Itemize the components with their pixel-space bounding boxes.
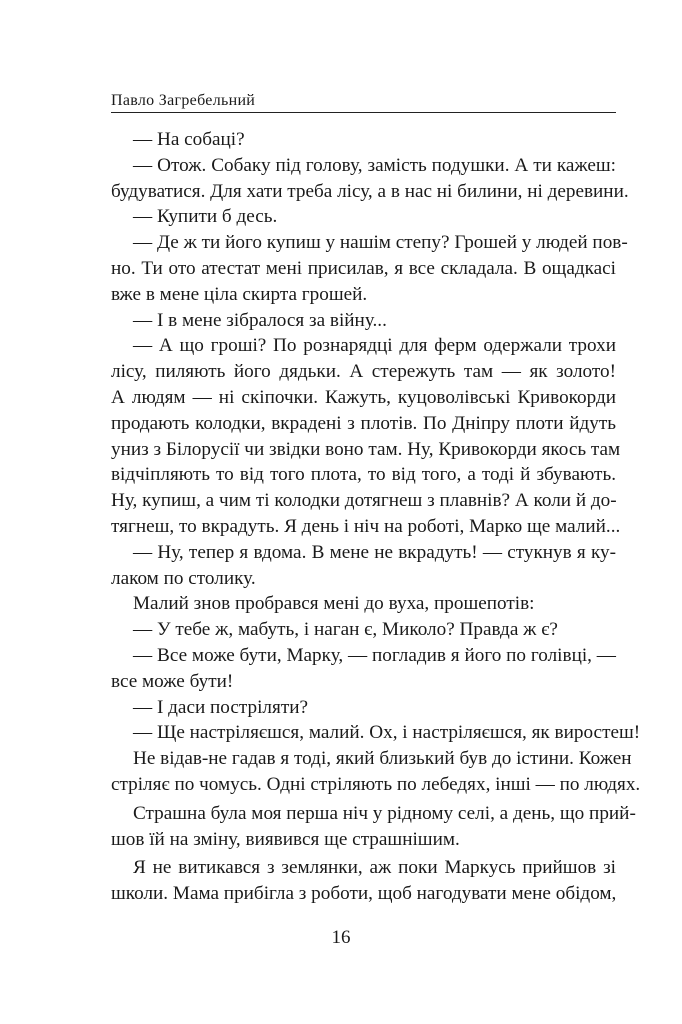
text-line: стріляє по чомусь. Одні стріляють по лебедях, інші — по людях. <box>111 773 641 795</box>
text-line: шов їй на зміну, виявився ще страшнішим. <box>111 828 460 850</box>
text-line: тягнеш, то вкрадуть. Я день і ніч на роботі, Марко ще малий... <box>111 515 621 537</box>
header-rule <box>111 112 616 113</box>
body-text <box>111 127 641 907</box>
text-line: униз з Білорусії чи звідки воно там. Ну, Кривокорди якось там <box>111 438 621 460</box>
text-line: Я не витикався з землянки, аж поки Маркусь прийшов зі <box>133 857 616 879</box>
running-head: Павло Загребельний <box>111 92 256 109</box>
text-line: лаком по столику. <box>111 567 256 589</box>
text-line: — А що гроші? По рознарядці для ферм одержали трохи <box>133 335 616 357</box>
text-line: Ну, купиш, а чим ті колодки дотягнеш з плавнів? А коли й до- <box>111 490 617 512</box>
text-line: Малий знов пробрався мені до вуха, прошепотів: <box>133 593 535 615</box>
text-line: — Купити б десь. <box>133 206 278 228</box>
text-line: Не відав-не гадав я тоді, який близький був до істини. Кожен <box>133 748 632 770</box>
text-line: — Ну, тепер я вдома. В мене не вкрадуть! — стукнув я ку- <box>133 541 616 563</box>
text-line: А людям — ні скіпочки. Кажуть, куцоволівські Кривокорди <box>111 386 616 408</box>
text-line: лісу, пиляють його дядьки. А стережуть там — як золото! <box>111 361 616 383</box>
page-number: 16 <box>331 927 351 948</box>
text-line: — І в мене зібралося за війну... <box>133 309 387 331</box>
text-line: — На собаці? <box>133 129 245 150</box>
text-line: все може бути! <box>111 670 234 692</box>
text-line: Страшна була моя перша ніч у рідному селі, а день, що прий- <box>133 802 636 824</box>
text-line: — І даси постріляти? <box>133 696 309 718</box>
text-line: продають колодки, вкрадені з плотів. По Дніпру плоти йдуть <box>111 412 616 434</box>
text-line: — Все може бути, Марку, — погладив я його по голівці, — <box>133 644 616 666</box>
text-line: школи. Мама прибігла з роботи, щоб нагодувати мене обідом, <box>111 883 617 905</box>
text-line: відчіпляють то від того плота, то від того, а тоді й збувають. <box>111 464 616 486</box>
text-line: но. Ти ото атестат мені присилав, я все складала. В ощадкасі <box>111 257 616 279</box>
text-line: — Де ж ти його купиш у нашім степу? Грошей у людей пов- <box>133 232 628 254</box>
text-line: вже в мене ціла скирта грошей. <box>111 283 368 305</box>
text-line: — Отож. Собаку під голову, замість подушки. А ти кажеш: <box>133 154 616 176</box>
text-line: — Ще настріляєшся, малий. Ох, і настріляєшся, як виростеш! <box>133 722 641 744</box>
text-line: будуватися. Для хати треба лісу, а в нас ні билини, ні деревини. <box>111 180 629 202</box>
text-line: — У тебе ж, мабуть, і наган є, Миколо? Правда ж є? <box>133 619 558 641</box>
